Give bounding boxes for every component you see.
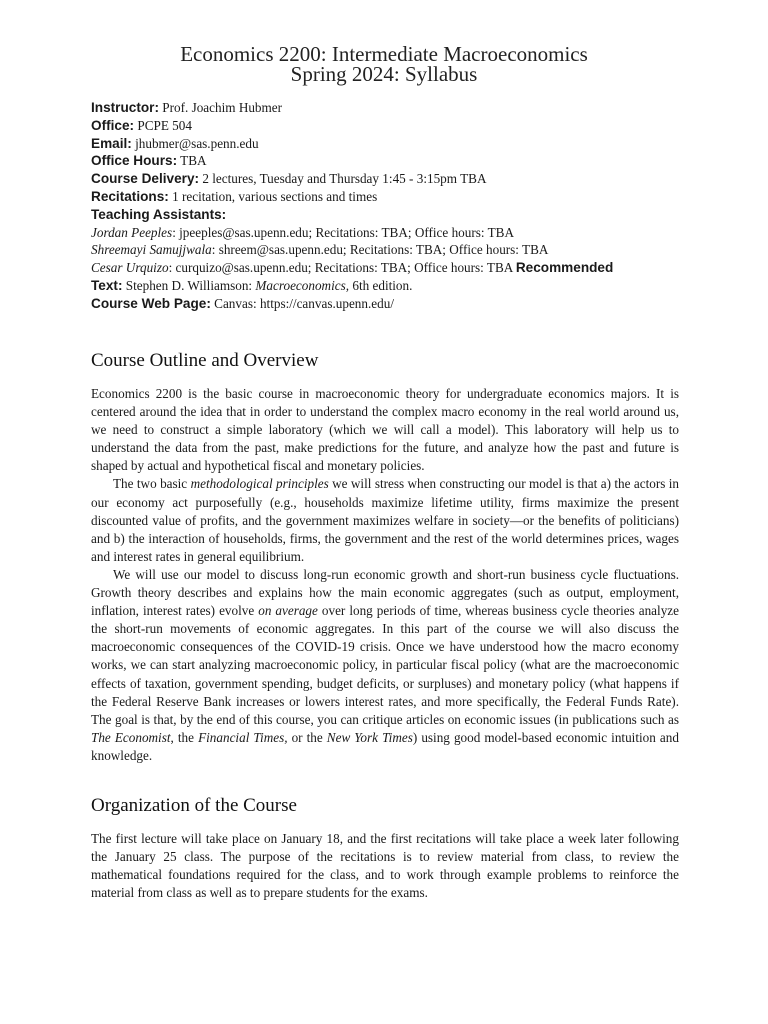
email-value: jhubmer@sas.penn.edu [135, 135, 259, 151]
ta-name: Jordan Peeples [91, 224, 173, 240]
email-row [91, 135, 681, 153]
section-heading-outline: Course Outline and Overview [91, 350, 319, 371]
office-hours-value: TBA [180, 153, 207, 169]
ta-details: : shreem@sas.upenn.edu; Recitations: TBA; Office hours: TBA [211, 242, 549, 258]
text-run: The two basic [113, 476, 191, 492]
instructor-row [91, 99, 681, 117]
publication-title: The Economist [91, 729, 171, 745]
ta-row [91, 241, 681, 259]
publication-title: Financial Times, [198, 729, 288, 745]
text-label: Text: [91, 277, 123, 293]
recitations-value: 1 recitation, various sections and times [172, 188, 378, 204]
office-hours-row [91, 152, 681, 170]
title-line-1: Economics 2200: Intermediate Macroeconomics [180, 42, 588, 66]
text-run: over long periods of time, whereas business cycle theories analyze the short-run movements of economic aggregates. In this part of the course we will also discuss the macroeconomic consequences of the COVID-19 crisis. Once we have understood how the macro economy works, we can start analyzing macroeconomic policy, in particular fiscal policy (what are the macroeconomic effects of taxation, government spending, budget deficits, or surpluses) and monetary policy (what happens if the Federal Reserve Bank increases or lowers interest rates, and more specifically, the Federal Funds Rate). The goal is that, by the end of this course, you can critique articles on economic issues (in publications such as [91, 603, 679, 727]
teaching-assistants-row [91, 206, 681, 224]
document-title [0, 44, 768, 84]
text-run: We will use our model to discuss long-run economic growth and short-run business cycle fluctuations. Growth theory describes and explains how the main economic aggregates (such as output, employment, inflation, interest rates) evolve [91, 566, 679, 619]
ta-row [91, 224, 681, 242]
instructor-value: Prof. Joachim Hubmer [162, 100, 283, 115]
course-delivery-value: 2 lectures, Tuesday and Thursday 1:45 - 3:15pm TBA [202, 171, 487, 187]
teaching-assistants-label: Teaching Assistants: [91, 206, 227, 222]
course-info-block [91, 99, 681, 313]
office-hours-label: Office Hours: [91, 153, 178, 169]
recommended-label: Recommended [515, 260, 614, 276]
organization-body [91, 830, 679, 902]
office-label: Office: [91, 117, 135, 133]
web-page-value: Canvas: https://canvas.upenn.edu/ [214, 295, 394, 311]
ta-details: : curquizo@sas.upenn.edu; Recitations: TBA; Office hours: TBA [168, 260, 513, 276]
recommended-text-row [91, 277, 681, 295]
course-delivery-label: Course Delivery: [91, 171, 200, 187]
emphasis-text: methodological principles [190, 476, 329, 492]
office-value: PCPE 504 [137, 117, 192, 133]
outline-paragraph-2 [91, 475, 679, 565]
instructor-label: Instructor: [91, 100, 159, 115]
outline-body [91, 385, 679, 765]
ta-name: Shreemayi Samujjwala [91, 242, 212, 258]
text-edition: 6th edition. [349, 277, 413, 293]
course-delivery-row [91, 170, 681, 188]
publication-title: New York Times [326, 729, 413, 745]
outline-paragraph-3 [91, 566, 679, 765]
web-page-row [91, 295, 681, 313]
outline-paragraph-1: Economics 2200 is the basic course in macroeconomic theory for undergraduate economics majors. It is centered around the idea that in order to understand the complex macro economy in the real world around us, we need to construct a simple laboratory (which we will call a model). This laboratory will help us to understand the data from the past, make predictions for the future, and analyze how the past and future is shaped by actual and hypothetical fiscal and monetary policies. [91, 386, 679, 474]
text-run: ) using good model-based economic intuition and knowledge. [91, 729, 679, 763]
recitations-label: Recitations: [91, 188, 169, 204]
text-run: or the [287, 729, 327, 745]
text-run: , the [170, 729, 199, 745]
text-title: Macroeconomics, [255, 277, 350, 293]
section-heading-organization: Organization of the Course [91, 795, 297, 816]
ta-name: Cesar Urquizo [91, 260, 169, 276]
ta-details: : jpeeples@sas.upenn.edu; Recitations: TBA; Office hours: TBA [172, 224, 514, 240]
text-author: Stephen D. Williamson: [125, 277, 256, 293]
text-run: we will stress when constructing our model is that a) the actors in our economy act purposefully (e.g., households maximize lifetime utility, firms maximize the present discounted value of profits, and the government maximizes welfare in society—or the benefits of politicians) and b) the interaction of households, firms, the government and the rest of the world determines prices, wages and interest rates in general equilibrium. [91, 476, 679, 564]
emphasis-text: on average [258, 603, 318, 619]
office-row [91, 117, 681, 135]
title-line-2: Spring 2024: Syllabus [290, 62, 478, 86]
organization-paragraph-1: The first lecture will take place on January 18, and the first recitations will take place a week later following the January 25 class. The purpose of the recitations is to review material from class, to review the mathematical foundations required for the class, and to work through example problems to reinforce the material from class as well as to prepare students for the exams. [91, 831, 679, 901]
ta-row [91, 259, 681, 277]
web-page-label: Course Web Page: [91, 295, 211, 311]
recitations-row [91, 188, 681, 206]
email-label: Email: [91, 135, 132, 151]
